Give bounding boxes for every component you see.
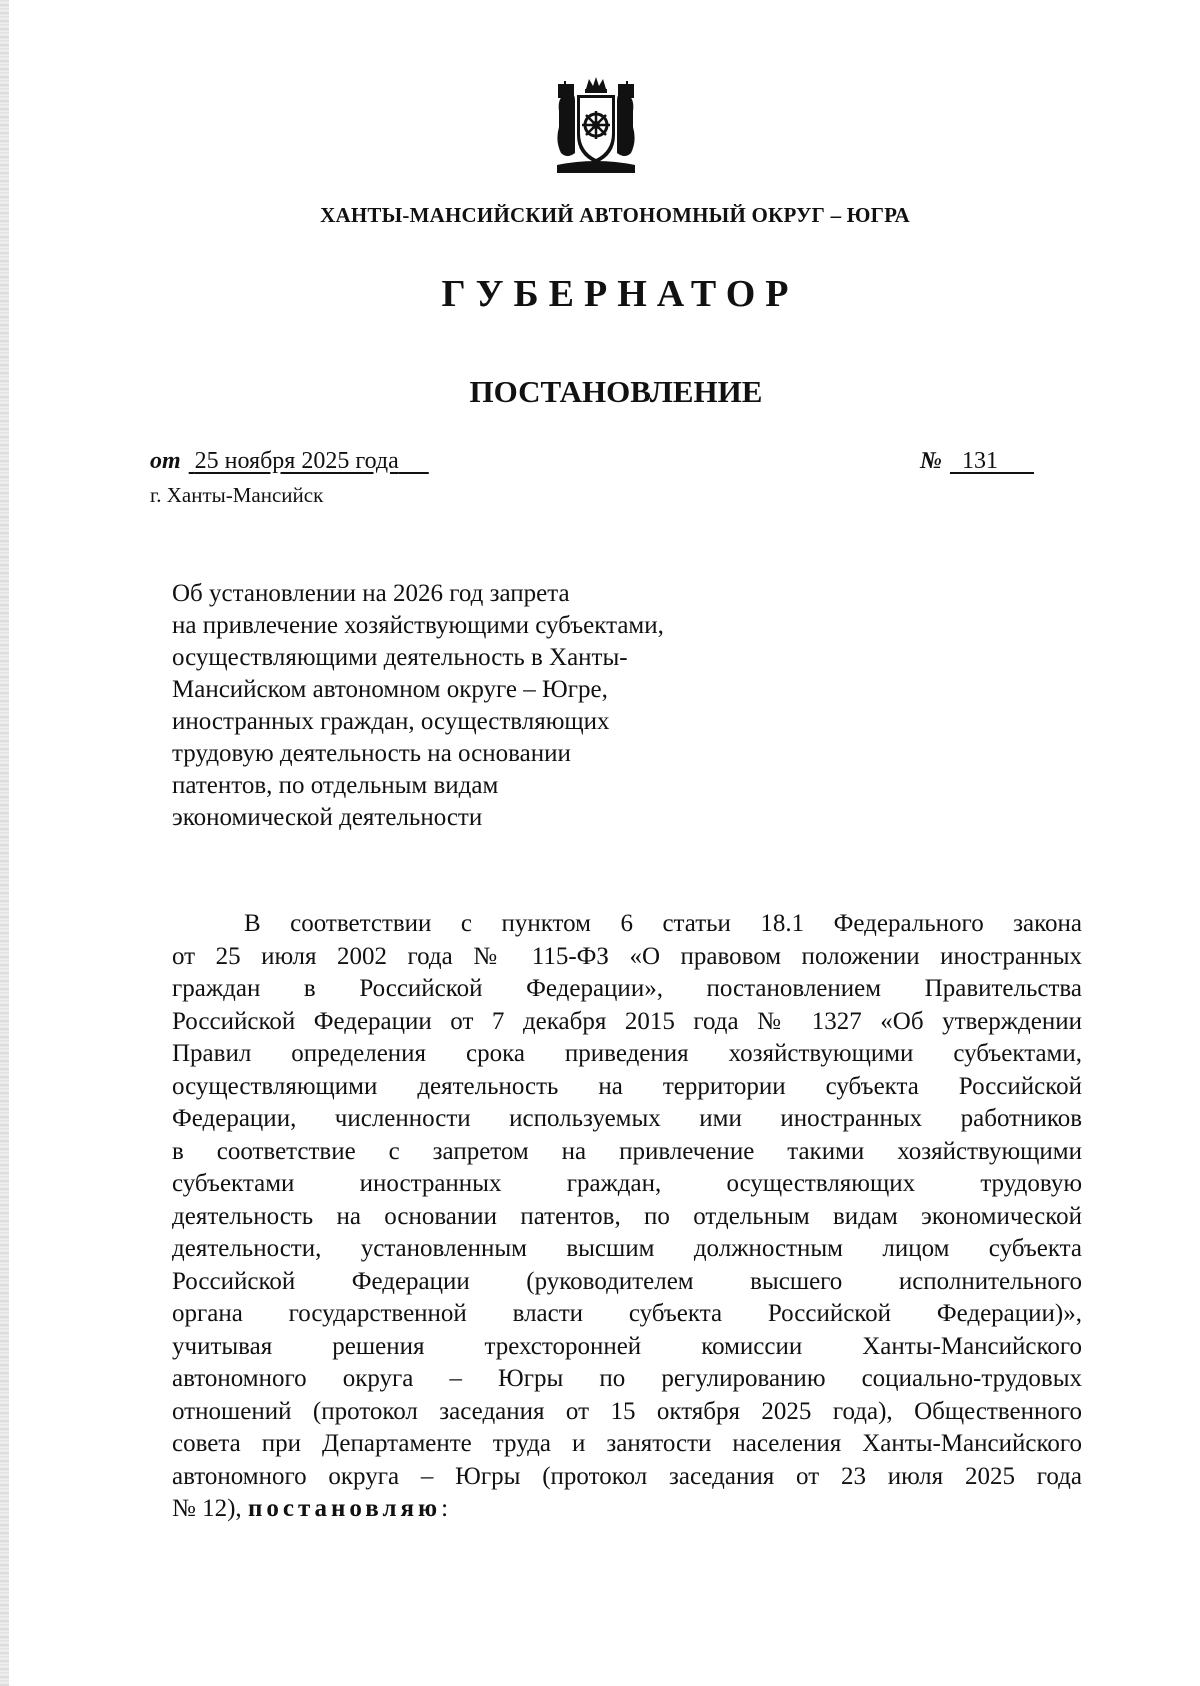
body-line: автономного округа – Югры по регулированию социально-трудовых (172, 1365, 1082, 1392)
subject-line: трудовую деятельность на основании (172, 740, 571, 767)
subject-line: на привлечение хозяйствующими субъектами, (172, 612, 664, 639)
subject-line: осуществляющими деятельность в Ханты- (172, 644, 628, 671)
body-line: Федерации, численности используемых ими иностранных работников (172, 1105, 1082, 1132)
body-line: осуществляющими деятельность на территории субъекта Российской (172, 1072, 1082, 1100)
body-line: субъектами иностранных граждан, осуществляющих трудовую (172, 1170, 1082, 1197)
body-final-line (172, 1493, 1082, 1526)
document-subject (172, 578, 772, 834)
number-value: 131 (961, 448, 998, 474)
body-line: отношений (протокол заседания от 15 октября 2025 года), Общественного (172, 1397, 1082, 1425)
document-city: г. Ханты-Мансийск (150, 483, 324, 507)
body-line: Правил определения срока приведения хозяйствующими субъектами, (172, 1040, 1082, 1067)
body-line: от 25 июля 2002 года № 115-ФЗ «О правовом положении иностранных (172, 942, 1082, 970)
preamble-paragraph (172, 908, 1082, 1526)
scan-edge (0, 0, 9, 1686)
body-line: Российской Федерации (руководителем высшего исполнительного (172, 1267, 1082, 1295)
resolution-keyword: постановляю (247, 1495, 442, 1522)
body-line: деятельность на основании патентов, по отдельным видам экономической (172, 1202, 1082, 1230)
body-line: Российской Федерации от 7 декабря 2015 года № 1327 «Об утверждении (172, 1007, 1082, 1035)
body-line: в соответствие с запретом на привлечение такими хозяйствующими (172, 1137, 1082, 1165)
body-line: органа государственной власти субъекта Российской Федерации)», (172, 1300, 1082, 1327)
date-value: 25 ноября 2025 года (194, 448, 399, 474)
number-prefix: № (920, 448, 942, 474)
subject-line: Мансийском автономном округе – Югре, (172, 676, 608, 703)
body-line: учитывая решения трехсторонней комиссии Ханты-Мансийского (172, 1332, 1082, 1360)
document-type: ПОСТАНОВЛЕНИЕ (469, 374, 763, 409)
body-line: автономного округа – Югры (протокол заседания от 23 июля 2025 года (172, 1462, 1082, 1490)
final-line-prefix: № 12), (172, 1495, 248, 1522)
body-line: деятельности, установленным высшим должностным лицом субъекта (172, 1235, 1082, 1262)
body-line: В соответствии с пунктом 6 статьи 18.1 Федерального закона (244, 910, 1082, 937)
subject-line: Об установлении на 2026 год запрета (172, 580, 570, 607)
subject-line: иностранных граждан, осуществляющих (172, 708, 610, 735)
authority-title: ГУБЕРНАТОР (441, 273, 799, 315)
coat-of-arms-emblem (553, 75, 639, 177)
document-number (920, 448, 1034, 475)
body-line: совета при Департаменте труда и занятости населения Ханты-Мансийского (172, 1430, 1082, 1457)
date-prefix: от (150, 448, 181, 474)
subject-line: экономической деятельности (172, 804, 483, 831)
final-line-suffix: : (441, 1495, 449, 1522)
document-date (150, 448, 429, 475)
subject-line: патентов, по отдельным видам (172, 772, 499, 799)
region-name: ХАНТЫ-МАНСИЙСКИЙ АВТОНОМНЫЙ ОКРУГ – ЮГРА (320, 203, 910, 227)
body-line: граждан в Российской Федерации», постановлением Правительства (172, 975, 1082, 1002)
